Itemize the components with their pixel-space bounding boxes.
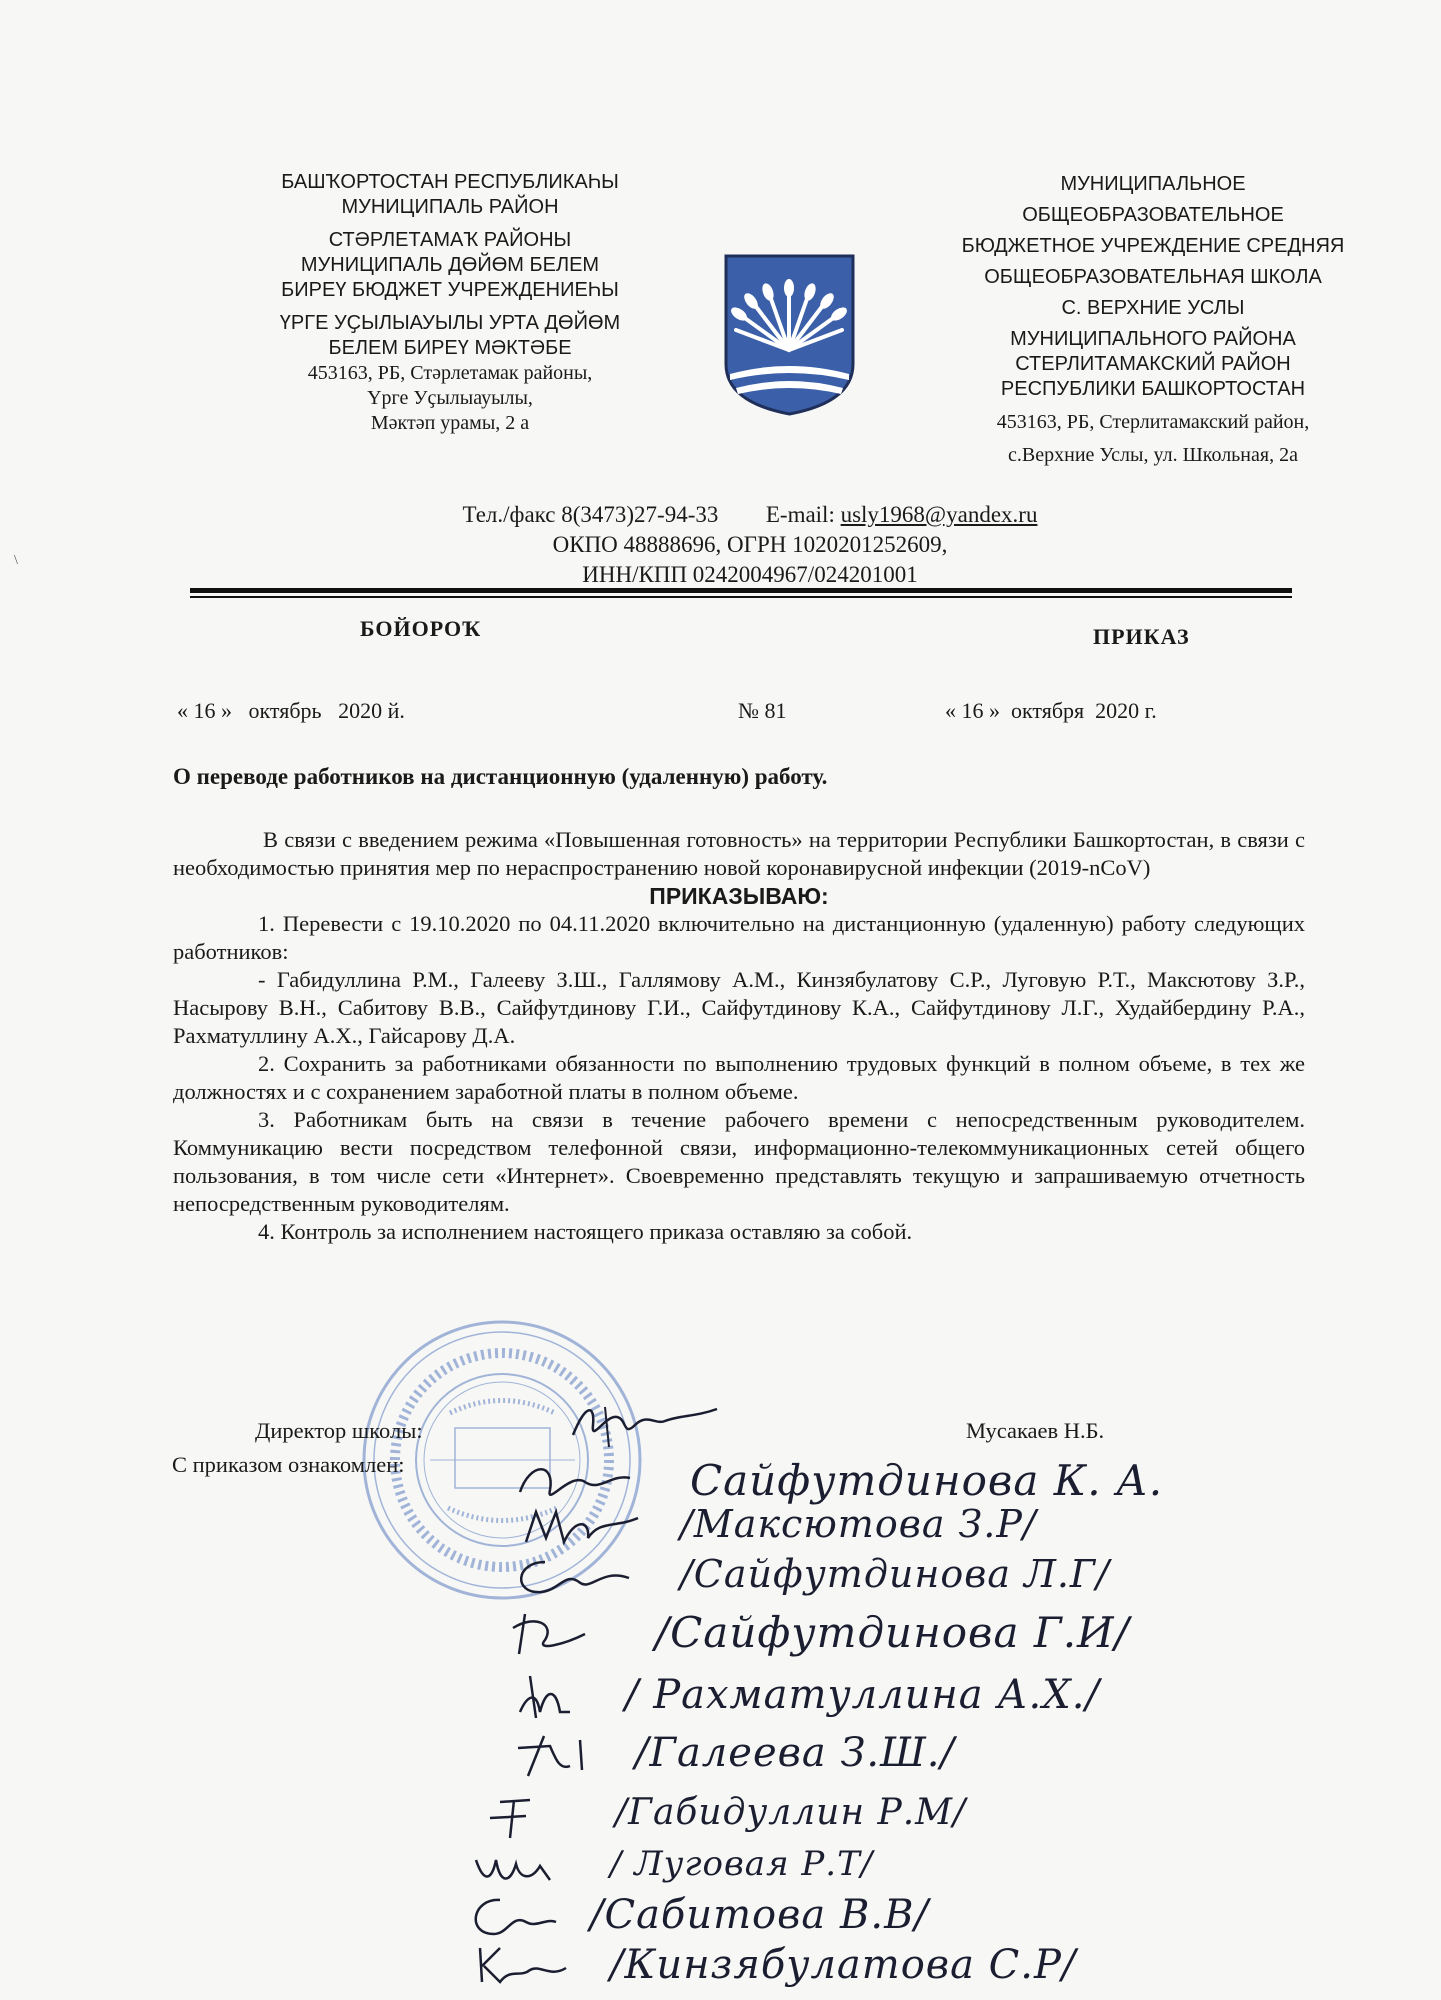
title-russian: ПРИКАЗ <box>1093 624 1190 649</box>
header-ba-line: БЕЛЕМ БИРЕҮ МӘКТӘБЕ <box>328 337 572 359</box>
header-ba-line: БАШҠОРТОСТАН РЕСПУБЛИКАҺЫ <box>281 171 619 193</box>
handwritten-name: /Максютова З.Р/ <box>680 1502 1037 1546</box>
order-item-2: 2. Сохранить за работниками обязанности по выполнению трудовых функций в полном объеме, в тех же должностях и с сохранением заработной платы в полном объеме. <box>173 1051 1305 1104</box>
email-label: E-mail: <box>765 502 835 527</box>
stray-mark: \ <box>14 553 18 568</box>
title-bashkir: БОЙОРОҠ <box>360 616 482 641</box>
handwritten-signature-icon <box>510 1726 640 1784</box>
handwritten-name: /Сабитова В.В/ <box>590 1892 929 1938</box>
header-ba-address: 453163, РБ, Стәрлетамак районы, <box>307 362 593 384</box>
handwritten-name: Сайфутдинова К. А. <box>690 1456 1164 1505</box>
header-ba-line: БИРЕҮ БЮДЖЕТ УЧРЕЖДЕНИЕҺЫ <box>281 279 619 301</box>
handwritten-signature-icon <box>480 1788 610 1846</box>
header-ru-line: БЮДЖЕТНОЕ УЧРЕЖДЕНИЕ СРЕДНЯЯ <box>961 235 1345 257</box>
header-ru-line: СТЕРЛИТАМАКСКИЙ РАЙОН <box>1015 353 1291 375</box>
handwritten-signature-icon <box>505 1548 635 1606</box>
acquainted-label: С приказом ознакомлен: <box>172 1452 405 1477</box>
order-subject: О переводе работников на дистанционную (удаленную) работу. <box>173 764 828 789</box>
header-divider-thick <box>190 588 1292 593</box>
handwritten-name: /Сайфутдинова Г.И/ <box>655 1608 1130 1657</box>
handwritten-name: /Галеева З.Ш./ <box>635 1730 955 1776</box>
header-ru-line: МУНИЦИПАЛЬНОЕ <box>1060 173 1246 195</box>
order-word: ПРИКАЗЫВАЮ: <box>649 883 829 909</box>
director-name: Мусакаев Н.Б. <box>966 1418 1105 1443</box>
order-item-1-list: - Габидуллина Р.М., Галееву З.Ш., Галлямову А.М., Кинзябулатову С.Р., Луговую Р.Т., Максютову З.Р., Насырову В.Н., Сабитову В.В., Сайфутдинову Г.И., Сайфутдинову К.А., Сайфутдинову Л.Г., Худайбердину Р.А., Рахматуллину А.Х., Гайсарову Д.А. <box>173 967 1305 1048</box>
header-ba-line: ҮРГЕ УҪЫЛЫАУЫЛЫ УРТА ДӨЙӨМ <box>279 312 621 334</box>
inn-line: ИНН/КПП 0242004967/024201001 <box>582 562 918 587</box>
intro-paragraph: В связи с введением режима «Повышенная готовность» на территории Республики Башкортостан, в связи с необходимостью принятия мер по нераспространению новой коронавирусной инфекции (2019-nCoV) <box>173 827 1305 880</box>
director-label: Директор школы: <box>255 1418 423 1443</box>
header-bashkir <box>215 170 685 436</box>
handwritten-signature-icon <box>505 1604 635 1662</box>
order-number: № 81 <box>738 698 787 723</box>
header-ru-line: ОБЩЕОБРАЗОВАТЕЛЬНАЯ ШКОЛА <box>984 266 1322 288</box>
header-ru-address: с.Верхние Услы, ул. Школьная, 2а <box>1008 444 1298 466</box>
header-ru-address: 453163, РБ, Стерлитамакский район, <box>996 411 1310 433</box>
header-ba-line: МУНИЦИПАЛЬ РАЙОН <box>341 196 559 218</box>
date-russian: « 16 » октября 2020 г. <box>945 698 1157 723</box>
header-ru-line: МУНИЦИПАЛЬНОГО РАЙОНА <box>1010 328 1296 350</box>
order-item-3: 3. Работникам быть на связи в течение рабочего времени с непосредственным руководителем. Коммуникацию вести посредством телефонной связи, информационно-телекоммуникационных сетей общего пользования, в том числе сети «Интернет». Своевременно представлять текущую и запрашиваемую отчетность непосредственным руководителям. <box>173 1107 1305 1216</box>
header-ru-line: РЕСПУБЛИКИ БАШКОРТОСТАН <box>1000 378 1306 400</box>
contact-phone-line <box>150 500 1350 529</box>
handwritten-signature-icon <box>510 1668 640 1726</box>
handwritten-name: /Сайфутдинова Л.Г/ <box>680 1552 1110 1596</box>
handwritten-name: / Луговая Р.Т/ <box>610 1844 874 1884</box>
header-ru-line: ОБЩЕОБРАЗОВАТЕЛЬНОЕ <box>1022 204 1284 226</box>
header-ba-line: МУНИЦИПАЛЬ ДӨЙӨМ БЕЛЕМ <box>300 254 600 276</box>
email-link[interactable]: usly1968@yandex.ru <box>840 502 1038 527</box>
director-signature-icon <box>565 1395 725 1455</box>
emblem-icon <box>722 252 857 417</box>
handwritten-name: / Рахматуллина А.Х./ <box>625 1672 1100 1718</box>
header-ru-line: С. ВЕРХНИЕ УСЛЫ <box>1061 297 1245 319</box>
header-ba-line: СТӘРЛЕТАМАҠ РАЙОНЫ <box>328 229 572 251</box>
okpo-line: ОКПО 48888696, ОГРН 1020201252609, <box>552 532 948 557</box>
date-bashkir: « 16 » октябрь 2020 й. <box>177 698 405 723</box>
handwritten-name: /Габидуллин Р.М/ <box>615 1792 967 1833</box>
header-russian <box>928 172 1378 468</box>
order-item-4: 4. Контроль за исполнением настоящего приказа оставляю за собой. <box>258 1219 913 1244</box>
header-ba-address: Үрге Уҫылыауылы, <box>367 387 533 409</box>
handwritten-name: /Кинзябулатова С.Р/ <box>610 1942 1077 1988</box>
header-divider-thin <box>190 596 1292 598</box>
phone: Тел./факс 8(3473)27-94-33 <box>462 502 719 527</box>
handwritten-signature-icon <box>470 1938 600 1996</box>
header-ba-address: Мәктәп урамы, 2 а <box>370 412 530 434</box>
order-body <box>173 826 1305 1246</box>
order-item-1: 1. Перевести с 19.10.2020 по 04.11.2020 включительно на дистанционную (удаленную) работу следующих работников: <box>173 911 1305 964</box>
